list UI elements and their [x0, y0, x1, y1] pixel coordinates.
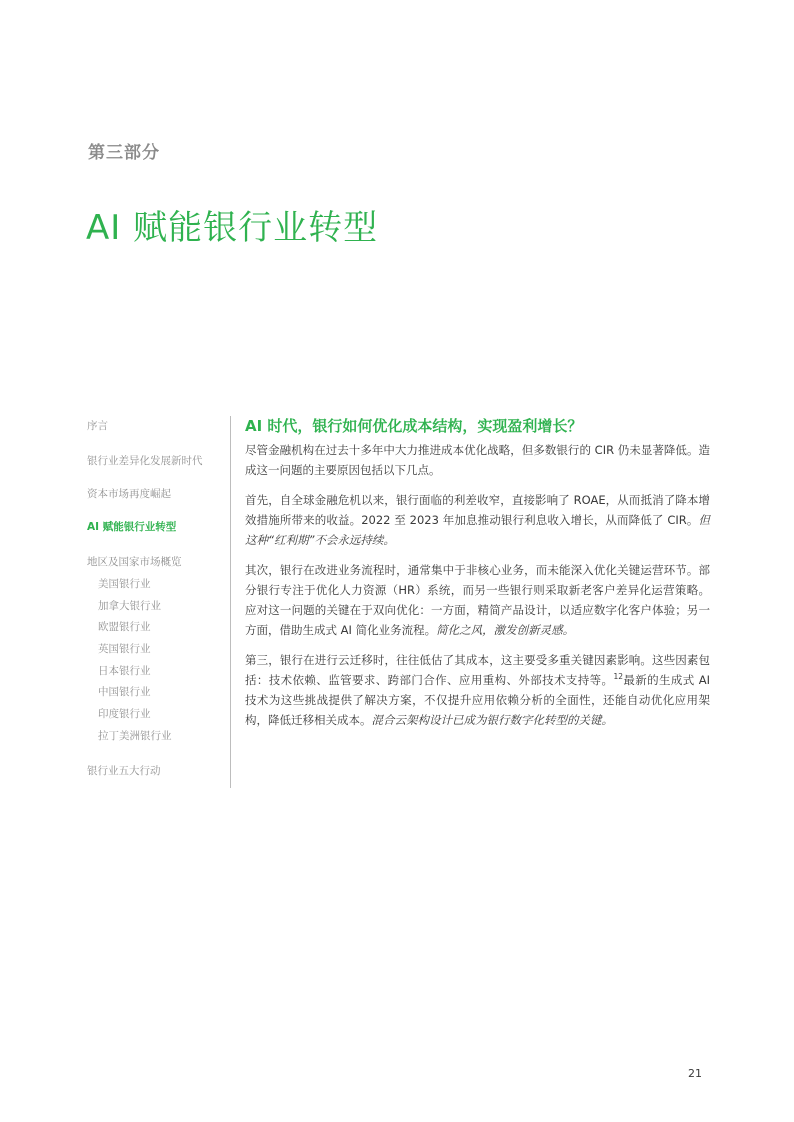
toc-item-eu[interactable]: 欧盟银行业 — [98, 621, 151, 633]
toc-item-india[interactable]: 印度银行业 — [98, 708, 151, 720]
emphasis-text: 但这种“红利期”不会永远持续。 — [245, 513, 710, 547]
toc-item-capital-markets[interactable]: 资本市场再度崛起 — [87, 488, 171, 500]
paragraph-3: 其次，银行在改进业务流程时，通常集中于非核心业务，而未能深入优化关键运营环节。部分银行专注于优化人力资源（HR）系统，而另一些银行则采取新老客户差异化运营策略。应对这一问题的关键在于双向优化：一方面，精简产品设计，以适应数字化客户体验；另一方面，借助生成式 AI 简化业务流程。简化之风，激发创新灵感。 — [245, 563, 710, 637]
page-number: 21 — [688, 1067, 702, 1080]
vertical-divider — [230, 416, 231, 788]
toc-item-us[interactable]: 美国银行业 — [98, 578, 151, 590]
table-of-contents — [87, 416, 223, 788]
footnote-ref[interactable]: 12 — [613, 672, 623, 682]
paragraph-2: 首先，自全球金融危机以来，银行面临的利差收窄，直接影响了 ROAE，从而抵消了降本增效措施所带来的收益。2022 至 2023 年加息推动银行利息收入增长，从而降低了 CIR。但这种“红利期”不会永远持续。 — [245, 493, 710, 547]
toc-item-ai-transformation[interactable]: AI 赋能银行业转型 — [87, 521, 177, 533]
toc-item-five-actions[interactable]: 银行业五大行动 — [87, 765, 161, 777]
toc-item-japan[interactable]: 日本银行业 — [98, 665, 151, 677]
toc-item-china[interactable]: 中国银行业 — [98, 686, 151, 698]
toc-item-preface[interactable]: 序言 — [87, 420, 108, 432]
toc-item-differentiation[interactable]: 银行业差异化发展新时代 — [87, 455, 203, 467]
paragraph-4: 第三，银行在进行云迁移时，往往低估了其成本，这主要受多重关键因素影响。这些因素包括：技术依赖、监管要求、跨部门合作、应用重构、外部技术支持等。$^{12}$最新的生成式 AI 技术为这些挑战提供了解决方案，不仅提升应用依赖分析的全面性，还能自动优化应用架构，降低迁移相关成本。混合云架构设计已成为银行数字化转型的关键。 — [245, 653, 710, 727]
toc-item-regional-overview[interactable]: 地区及国家市场概览 — [87, 556, 182, 568]
main-content — [245, 416, 710, 740]
emphasis-text: 简化之风，激发创新灵感。 — [436, 623, 575, 637]
paragraph-1: 尽管金融机构在过去十多年中大力推进成本优化战略，但多数银行的 CIR 仍未显著降低。造成这一问题的主要原因包括以下几点。 — [245, 443, 710, 477]
toc-item-canada[interactable]: 加拿大银行业 — [98, 600, 161, 612]
emphasis-text: 混合云架构设计已成为银行数字化转型的关键。 — [371, 713, 613, 727]
toc-item-latam[interactable]: 拉丁美洲银行业 — [98, 730, 172, 742]
part-label: 第三部分 — [88, 143, 160, 163]
toc-item-uk[interactable]: 英国银行业 — [98, 643, 151, 655]
part-title: AI 赋能银行业转型 — [86, 208, 379, 248]
section-title: AI 时代，银行如何优化成本结构，实现盈利增长？ — [245, 417, 583, 435]
